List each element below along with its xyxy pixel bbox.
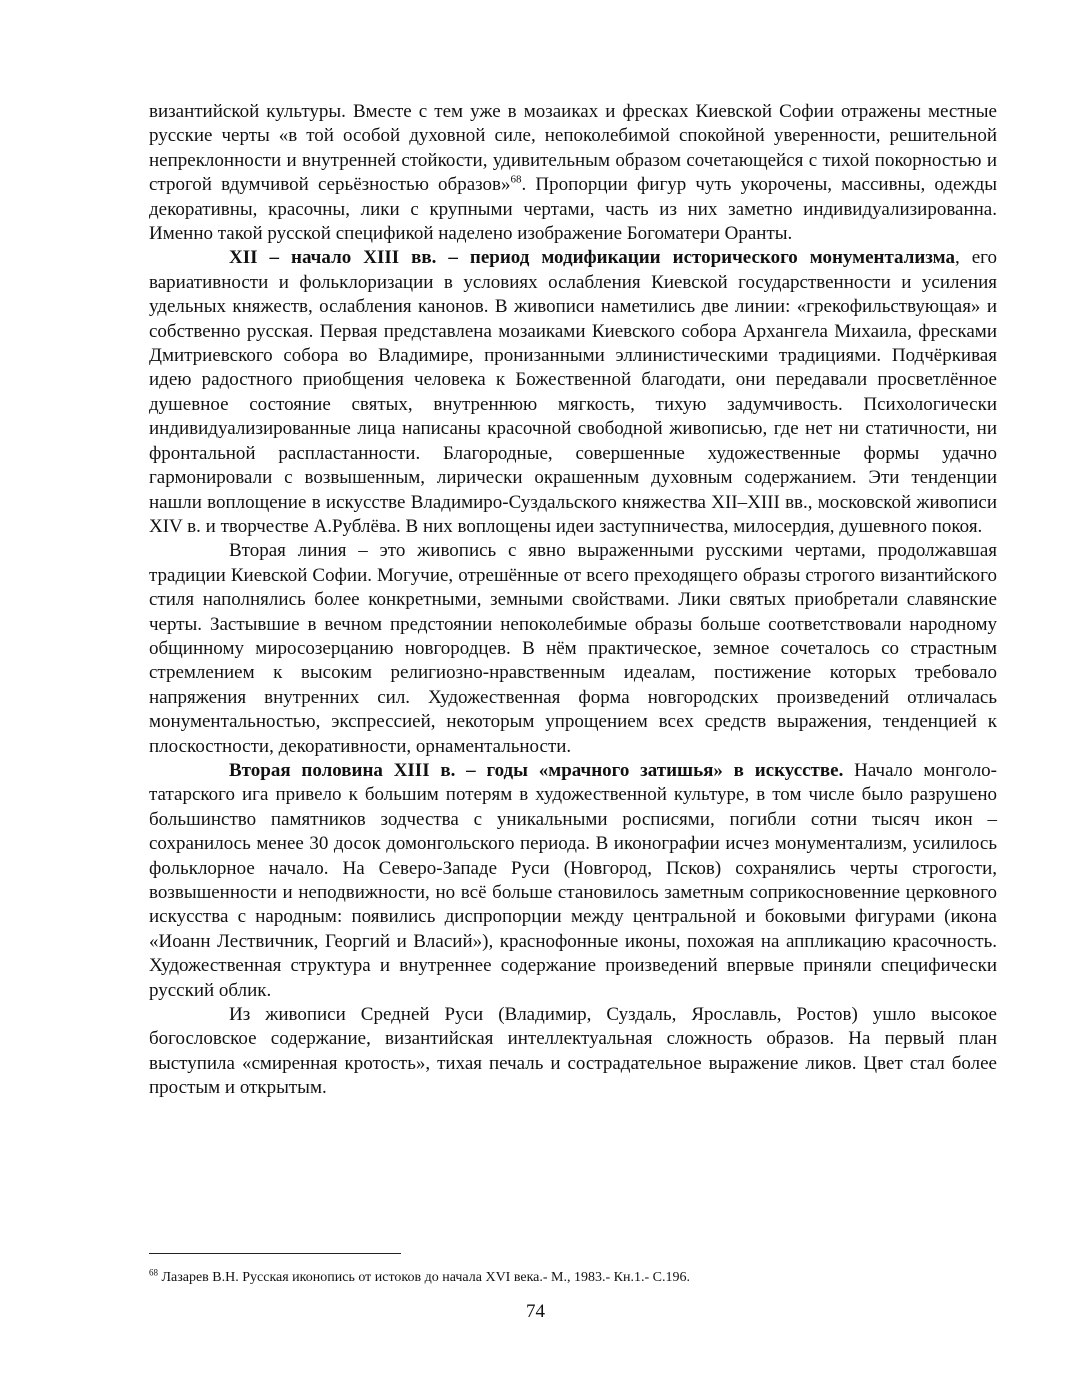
paragraph-text: византийской культуры. Вместе с тем уже в мозаиках и фресках Киевской Софии отражены местные русские черты «в той особой духовной силе, непоколебимой спокойной уверенности, решительной непреклонности и внутренней стойкости, удивительным образом сочетающейся с тихой покорностью и строгой вдумчивой серьёзностью образов» [149, 101, 997, 196]
page-number: 74 [526, 1301, 545, 1322]
section-heading: XII – начало XIII вв. – период модификации исторического монументализма [229, 247, 955, 269]
paragraph-text: Вторая линия – это живопись с явно выраженными русскими чертами, продолжавшая традиции Киевской Софии. Могучие, отрешённые от всего преходящего образы строгого византийского стиля наполнялись более конкретными, земными свойствами. Лики святых приобретали славянские черты. Застывшие в вечном предстоянии непоколебимые образы больше соответствовали народному общинному миросозерцанию новгородцев. В нём практическое, земное сочеталось со страстным стремлением к высоким религиозно-нравственным идеалам, постижение которых требовало напряжения внутренних сил. Художественная форма новгородских произведений отличалась монументальностью, экспрессией, некоторым упрощением всех средств выражения, тенденцией к плоскостности, декоративности, орнаментальности. [149, 540, 997, 757]
page-body [149, 100, 997, 1101]
paragraph-2 [149, 246, 997, 539]
paragraph-5 [149, 1003, 997, 1101]
footnote-reference[interactable]: 68 [510, 173, 522, 186]
paragraph-1 [149, 100, 997, 246]
footnote-text: Лазарев В.Н. Русская иконопись от истоков до начала XVI века.- М., 1983.- Кн.1.- С.196. [158, 1270, 690, 1285]
paragraph-text: Начало монголо-татарского ига привело к большим потерям в художественной культуре, в том числе было разрушено большинство памятников зодчества с уникальными росписями, погибли сотни тысяч икон – сохранилось менее 30 досок домонгольского периода. В иконографии исчез монументализм, усилилось фольклорное начало. На Северо-Западе Руси (Новгород, Псков) сохранялись черты строгости, возвышенности и неподвижности, но всё больше становилось заметным соприкосновенние церковного искусства с народным: появились диспропорции между центральной и боковыми фигурами (икона «Иоанн Лествичник, Георгий и Власий»), краснофонные иконы, похожая на аппликацию красочность. Художественная структура и внутреннее содержание произведений впервые приняли специфически русский облик. [149, 759, 997, 1001]
footnote-separator [149, 1253, 401, 1254]
section-heading: Вторая половина XIII в. – годы «мрачного затишья» в искусстве. [229, 759, 844, 781]
paragraph-4 [149, 759, 997, 1003]
paragraph-text: , его вариативности и фольклоризации в условиях ослабления Киевской государственности и усиления удельных княжеств, ослабления канонов. В живописи наметились две линии: «грекофильствующая» и собственно русская. Первая представлена мозаиками Киевского собора Архангела Михаила, фресками Дмитриевского собора во Владимире, пронизанными эллинистическими традициями. Подчёркивая идею радостного приобщения человека к Божественной благодати, они передавали просветлённое душевное состояние святых, внутреннюю мягкость, тихую задумчивость. Психологически индивидуализированные лица написаны красочной свободной живописью, где нет ни статичности, ни фронтальной распластанности. Благородные, совершенные художественные формы удачно гармонировали с возвышенным, лирически окрашенным духовным содержанием. Эти тенденции нашли воплощение в искусстве Владимиро-Суздальского княжества XII–XIII вв., московской живописи XIV в. и творчестве А.Рублёва. В них воплощены идеи заступничества, милосердия, душевного покоя. [149, 247, 997, 537]
paragraph-text: Из живописи Средней Руси (Владимир, Суздаль, Ярославль, Ростов) ушло высокое богословское содержание, византийская интеллектуальная сложность образов. На первый план выступила «смиренная кротость», тихая печаль и сострадательное выражение ликов. Цвет стал более простым и открытым. [149, 1004, 997, 1099]
paragraph-3 [149, 539, 997, 759]
footnote-number: 68 [149, 1267, 158, 1278]
paragraph-text-continued: . Пропорции фигур чуть укорочены, массивны, одежды декоративны, красочны, лики с крупными чертами, часть из них заметно индивидуализированна. Именно такой русской спецификой наделено изображение Богоматери Оранты. [149, 174, 997, 245]
footnote [149, 1269, 997, 1287]
